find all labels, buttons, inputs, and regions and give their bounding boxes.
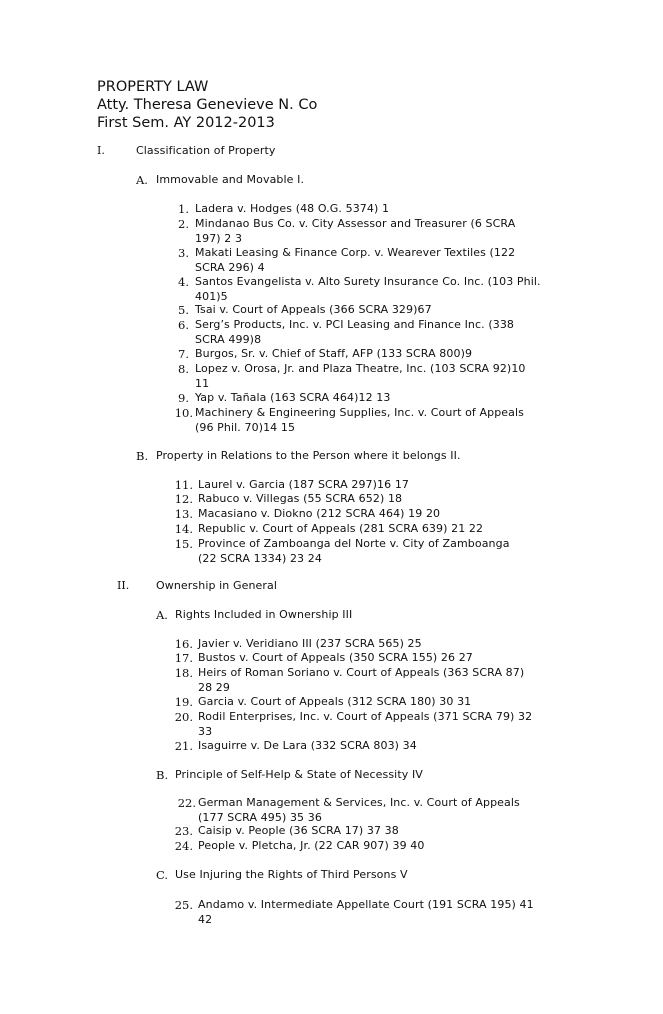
subsection-letter: C. bbox=[156, 868, 169, 882]
case-number: 16. bbox=[174, 637, 193, 651]
case-citation: Tsai v. Court of Appeals (366 SCRA 329)67 bbox=[195, 303, 432, 316]
case-citation: Bustos v. Court of Appeals (350 SCRA 155) 26 27 bbox=[198, 651, 473, 664]
case-citation-continued: (22 SCRA 1334) 23 24 bbox=[198, 551, 322, 565]
case-citation-continued: SCRA 499)8 bbox=[195, 332, 262, 346]
case-citation-continued: (177 SCRA 495) 35 36 bbox=[198, 810, 322, 824]
subsection-letter: B. bbox=[156, 768, 169, 782]
case-citation: Heirs of Roman Soriano v. Court of Appeals (363 SCRA 87) bbox=[198, 666, 525, 679]
case-number: 5. bbox=[178, 303, 189, 317]
course-title: PROPERTY LAW bbox=[97, 79, 209, 95]
case-citation: Ladera v. Hodges (48 O.G. 5374) 1 bbox=[195, 202, 390, 215]
case-citation: Mindanao Bus Co. v. City Assessor and Treasurer (6 SCRA bbox=[195, 217, 516, 230]
case-citation: German Management & Services, Inc. v. Court of Appeals bbox=[198, 796, 520, 809]
case-number: 9. bbox=[178, 391, 189, 405]
case-number: 21. bbox=[174, 739, 193, 753]
section-title: Classification of Property bbox=[136, 144, 276, 157]
section-numeral: II. bbox=[117, 579, 130, 592]
case-citation: Makati Leasing & Finance Corp. v. Wearever Textiles (122 bbox=[195, 246, 516, 259]
case-number: 12. bbox=[174, 492, 193, 506]
case-number: 23. bbox=[174, 824, 193, 838]
subsection-title: Rights Included in Ownership III bbox=[175, 608, 353, 621]
case-number: 8. bbox=[178, 362, 189, 376]
case-citation-continued: 197) 2 3 bbox=[195, 231, 243, 245]
subsection-title: Property in Relations to the Person where it belongs II. bbox=[156, 449, 461, 462]
subsection-title: Immovable and Movable I. bbox=[156, 173, 305, 186]
subsection-title: Use Injuring the Rights of Third Persons V bbox=[175, 868, 408, 881]
case-number: 4. bbox=[178, 275, 189, 289]
case-number: 3. bbox=[178, 246, 189, 260]
case-number: 14. bbox=[174, 522, 193, 536]
case-citation: Javier v. Veridiano III (237 SCRA 565) 25 bbox=[198, 637, 422, 650]
case-citation: Machinery & Engineering Supplies, Inc. v. Court of Appeals bbox=[195, 406, 524, 419]
case-number: 17. bbox=[174, 651, 193, 665]
case-citation-continued: 33 bbox=[198, 724, 213, 738]
case-citation-continued: 42 bbox=[198, 912, 213, 926]
case-citation: Andamo v. Intermediate Appellate Court (191 SCRA 195) 41 bbox=[198, 898, 534, 911]
case-number: 6. bbox=[178, 318, 189, 332]
case-citation: People v. Pletcha, Jr. (22 CAR 907) 39 40 bbox=[198, 839, 425, 852]
case-citation: Garcia v. Court of Appeals (312 SCRA 180) 30 31 bbox=[198, 695, 472, 708]
case-citation-continued: SCRA 296) 4 bbox=[195, 260, 265, 274]
case-number: 11. bbox=[174, 478, 193, 492]
case-citation: Province of Zamboanga del Norte v. City of Zamboanga bbox=[198, 537, 510, 550]
section-numeral: I. bbox=[97, 144, 105, 157]
case-citation: Serg’s Products, Inc. v. PCI Leasing and Finance Inc. (338 bbox=[195, 318, 515, 331]
instructor-name: Atty. Theresa Genevieve N. Co bbox=[97, 97, 318, 113]
case-citation: Isaguirre v. De Lara (332 SCRA 803) 34 bbox=[198, 739, 417, 752]
case-number: 15. bbox=[174, 537, 193, 551]
case-number: 20. bbox=[174, 710, 193, 724]
case-citation: Burgos, Sr. v. Chief of Staff, AFP (133 SCRA 800)9 bbox=[195, 347, 473, 360]
case-number: 25. bbox=[174, 898, 193, 912]
section-title: Ownership in General bbox=[156, 579, 278, 592]
case-citation: Rabuco v. Villegas (55 SCRA 652) 18 bbox=[198, 492, 403, 505]
subsection-letter: A. bbox=[156, 608, 168, 622]
case-citation: Caisip v. People (36 SCRA 17) 37 38 bbox=[198, 824, 399, 837]
case-citation: Laurel v. Garcia (187 SCRA 297)16 17 bbox=[198, 478, 410, 491]
case-citation: Santos Evangelista v. Alto Surety Insurance Co. Inc. (103 Phil. bbox=[195, 275, 541, 288]
case-citation-continued: 401)5 bbox=[195, 289, 228, 303]
subsection-letter: B. bbox=[136, 449, 149, 463]
case-citation: Lopez v. Orosa, Jr. and Plaza Theatre, Inc. (103 SCRA 92)10 bbox=[195, 362, 526, 375]
case-citation: Republic v. Court of Appeals (281 SCRA 639) 21 22 bbox=[198, 522, 484, 535]
case-number: 10. bbox=[174, 406, 193, 420]
case-number: 2. bbox=[178, 217, 189, 231]
case-citation-continued: 28 29 bbox=[198, 680, 230, 694]
subsection-letter: A. bbox=[136, 173, 148, 187]
case-number: 7. bbox=[178, 347, 189, 361]
case-number: 22. bbox=[177, 796, 196, 810]
case-citation: Rodil Enterprises, Inc. v. Court of Appeals (371 SCRA 79) 32 bbox=[198, 710, 533, 723]
case-number: 13. bbox=[174, 507, 193, 521]
case-citation-continued: 11 bbox=[195, 376, 210, 390]
case-citation: Macasiano v. Diokno (212 SCRA 464) 19 20 bbox=[198, 507, 441, 520]
case-number: 18. bbox=[174, 666, 193, 680]
subsection-title: Principle of Self-Help & State of Necessity IV bbox=[175, 768, 423, 781]
case-citation: Yap v. Tañala (163 SCRA 464)12 13 bbox=[195, 391, 391, 404]
case-citation-continued: (96 Phil. 70)14 15 bbox=[195, 420, 296, 434]
case-number: 1. bbox=[178, 202, 189, 216]
academic-term: First Sem. AY 2012-2013 bbox=[97, 115, 275, 131]
case-number: 19. bbox=[174, 695, 193, 709]
case-number: 24. bbox=[174, 839, 193, 853]
